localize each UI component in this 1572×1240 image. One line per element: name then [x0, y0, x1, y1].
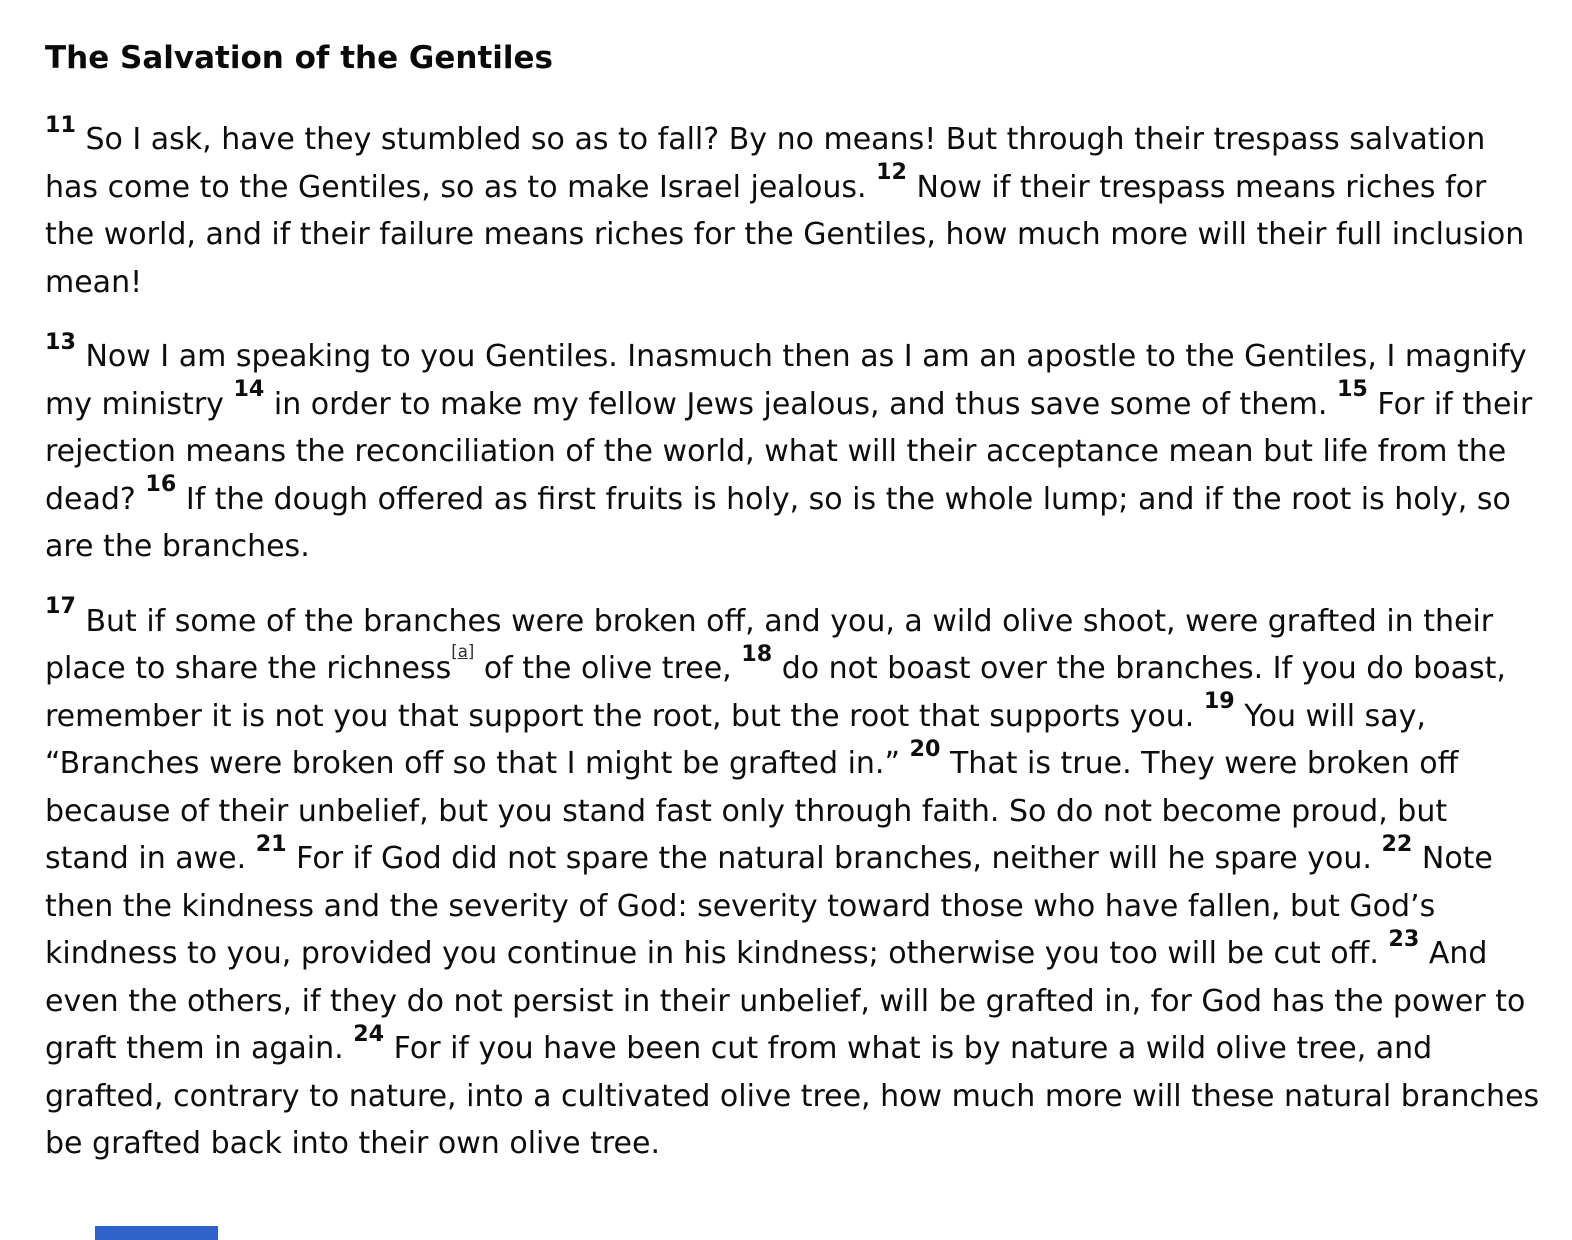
passage-paragraph	[45, 111, 1540, 306]
verse-number: 15	[1336, 376, 1368, 403]
verse-text: of the olive tree,	[474, 651, 732, 687]
verse-text: Now I am speaking to you Gentiles. Inasmuch then as I am an apostle to the Gentiles, I magnify my ministry	[45, 339, 1527, 422]
footnote-marker: [a]	[451, 641, 475, 661]
verse-text: For if God did not spare the natural branches, neither will he spare you.	[296, 841, 1372, 877]
verse-text: That is true. They were broken off because of their unbelief, but you stand fast only through faith. So do not become proud, but stand in awe.	[45, 746, 1459, 877]
verse-text: For if you have been cut from what is by nature a wild olive tree, and grafted, contrary to nature, into a cultivated olive tree, how much more will these natural branches be grafted back into their own olive tree.	[45, 1031, 1540, 1162]
passage-paragraphs	[45, 111, 1540, 1168]
verse-number: 22	[1381, 830, 1413, 857]
verse-text: But if some of the branches were broken off, and you, a wild olive shoot, were grafted in their place to share the richness	[45, 603, 1494, 687]
verse-number: 18	[741, 640, 773, 667]
verse-number: 16	[145, 471, 177, 498]
cutoff-blue-element[interactable]	[95, 1226, 218, 1240]
verse-text: If the dough offered as first fruits is holy, so is the whole lump; and if the root is holy, so are the branches.	[45, 481, 1511, 565]
verse-number: 17	[45, 593, 76, 620]
verse-number: 12	[876, 159, 907, 186]
verse-number: 23	[1388, 925, 1420, 952]
verse-text: And even the others, if they do not persist in their unbelief, will be grafted in, for God has the power to graft them in again.	[45, 936, 1526, 1067]
verse-text: So I ask, have they stumbled so as to fall? By no means! But through their trespass salvation has come to the Gentiles, so as to make Israel jealous.	[45, 122, 1486, 205]
verse-number: 14	[233, 376, 265, 403]
verse-number: 21	[255, 830, 287, 857]
verse-number: 20	[909, 735, 941, 762]
verse-text: Note then the kindness and the severity of God: severity toward those who have fallen, but God’s kindness to you, provided you continue in his kindness; otherwise you too will be cut off.	[45, 841, 1493, 972]
verse-number: 19	[1203, 688, 1235, 715]
verse-number: 11	[45, 111, 76, 138]
verse-text: in order to make my fellow Jews jealous, and thus save some of them.	[273, 386, 1328, 422]
verse-text: For if their rejection means the reconciliation of the world, what will their acceptance mean but life from the dead?	[45, 386, 1533, 517]
verse-text: You will say, “Branches were broken off so that I might be grafted in.”	[45, 698, 1426, 782]
section-heading: The Salvation of the Gentiles	[45, 40, 554, 76]
verse-number: 13	[45, 328, 76, 355]
verse-number: 24	[353, 1020, 385, 1047]
verse-text: Now if their trespass means riches for the world, and if their failure means riches for the Gentiles, how much more will their full inclusion mean!	[45, 169, 1525, 300]
footnote-link[interactable]: a	[457, 641, 468, 661]
verse-text: do not boast over the branches. If you do boast, remember it is not you that support the root, but the root that supports you.	[45, 651, 1506, 734]
passage-paragraph	[45, 328, 1540, 571]
passage-paragraph	[45, 593, 1540, 1168]
